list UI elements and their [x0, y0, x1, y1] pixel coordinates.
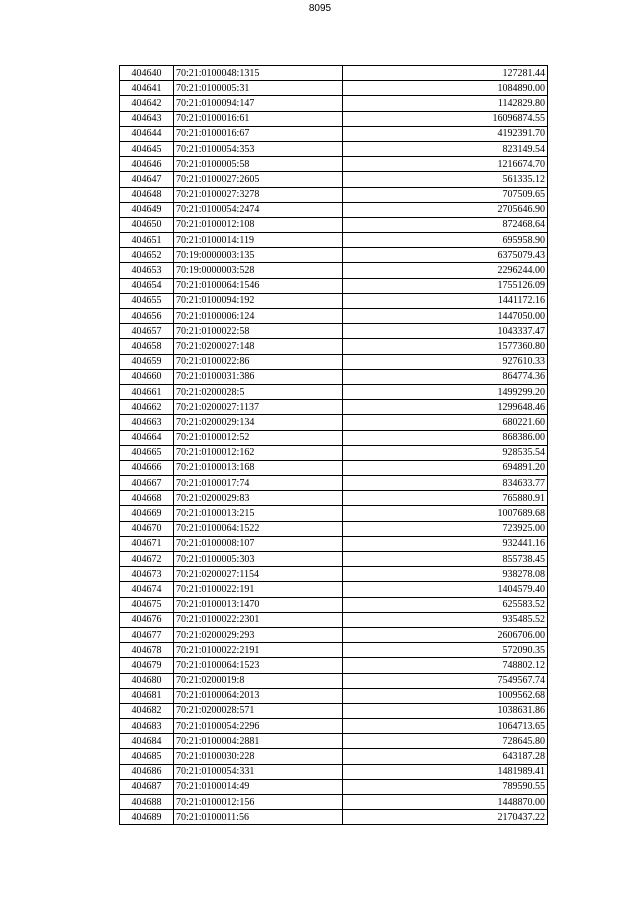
cadastral-value-cell: 1084890.00: [343, 81, 548, 96]
table-row: [120, 187, 548, 202]
row-number-cell: 404645: [120, 141, 174, 156]
table-row: [120, 491, 548, 506]
row-number-cell: 404658: [120, 339, 174, 354]
table-row: [120, 536, 548, 551]
cadastral-value-cell: 1447050.00: [343, 309, 548, 324]
cadastral-value-cell: 855738.45: [343, 552, 548, 567]
cadastral-value-cell: 935485.52: [343, 612, 548, 627]
table-row: [120, 445, 548, 460]
cadastral-value-cell: 2296244.00: [343, 263, 548, 278]
cadastral-value-cell: 1441172.16: [343, 293, 548, 308]
cadastral-number-cell: 70:21:0200028:571: [174, 703, 343, 718]
row-number-cell: 404666: [120, 460, 174, 475]
table-row: [120, 339, 548, 354]
table-row: [120, 111, 548, 126]
row-number-cell: 404689: [120, 810, 174, 825]
cadastral-value-cell: 1142829.80: [343, 96, 548, 111]
table-row: [120, 81, 548, 96]
table-row: [120, 324, 548, 339]
cadastral-number-cell: 70:21:0100064:1523: [174, 658, 343, 673]
cadastral-number-cell: 70:21:0200029:83: [174, 491, 343, 506]
cadastral-number-cell: 70:21:0100054:2296: [174, 719, 343, 734]
cadastral-value-cell: 1299648.46: [343, 400, 548, 415]
table-row: [120, 627, 548, 642]
row-number-cell: 404681: [120, 688, 174, 703]
cadastral-value-cell: 1481989.41: [343, 764, 548, 779]
cadastral-value-cell: 928535.54: [343, 445, 548, 460]
table-row: [120, 552, 548, 567]
row-number-cell: 404644: [120, 126, 174, 141]
row-number-cell: 404668: [120, 491, 174, 506]
cadastral-value-cell: 789590.55: [343, 779, 548, 794]
cadastral-number-cell: 70:21:0100094:192: [174, 293, 343, 308]
cadastral-number-cell: 70:21:0100027:2605: [174, 172, 343, 187]
row-number-cell: 404684: [120, 734, 174, 749]
row-number-cell: 404640: [120, 66, 174, 81]
table-row: [120, 749, 548, 764]
cadastral-number-cell: 70:21:0100054:331: [174, 764, 343, 779]
row-number-cell: 404676: [120, 612, 174, 627]
row-number-cell: 404687: [120, 779, 174, 794]
table-row: [120, 66, 548, 81]
cadastral-value-cell: 707509.65: [343, 187, 548, 202]
row-number-cell: 404648: [120, 187, 174, 202]
table-row: [120, 293, 548, 308]
table-row: [120, 643, 548, 658]
cadastral-number-cell: 70:21:0100005:58: [174, 157, 343, 172]
cadastral-value-cell: 938278.08: [343, 567, 548, 582]
row-number-cell: 404650: [120, 217, 174, 232]
row-number-cell: 404683: [120, 719, 174, 734]
row-number-cell: 404643: [120, 111, 174, 126]
cadastral-value-cell: 1499299.20: [343, 384, 548, 399]
cadastral-number-cell: 70:21:0100013:168: [174, 460, 343, 475]
cadastral-number-cell: 70:21:0200028:5: [174, 384, 343, 399]
table-row: [120, 810, 548, 825]
row-number-cell: 404671: [120, 536, 174, 551]
row-number-cell: 404651: [120, 233, 174, 248]
table-row: [120, 658, 548, 673]
cadastral-number-cell: 70:21:0100022:191: [174, 582, 343, 597]
row-number-cell: 404669: [120, 506, 174, 521]
cadastral-value-cell: 4192391.70: [343, 126, 548, 141]
row-number-cell: 404686: [120, 764, 174, 779]
row-number-cell: 404653: [120, 263, 174, 278]
row-number-cell: 404678: [120, 643, 174, 658]
cadastral-value-cell: 695958.90: [343, 233, 548, 248]
cadastral-number-cell: 70:21:0100030:228: [174, 749, 343, 764]
table-row: [120, 779, 548, 794]
cadastral-number-cell: 70:21:0100064:1546: [174, 278, 343, 293]
row-number-cell: 404661: [120, 384, 174, 399]
cadastral-number-cell: 70:21:0100008:107: [174, 536, 343, 551]
cadastral-value-cell: 834633.77: [343, 476, 548, 491]
cadastral-number-cell: 70:21:0100022:2301: [174, 612, 343, 627]
cadastral-number-cell: 70:21:0100006:124: [174, 309, 343, 324]
table-row: [120, 354, 548, 369]
cadastral-value-cell: 765880.91: [343, 491, 548, 506]
row-number-cell: 404685: [120, 749, 174, 764]
row-number-cell: 404660: [120, 369, 174, 384]
cadastral-value-cell: 7549567.74: [343, 673, 548, 688]
table-row: [120, 157, 548, 172]
cadastral-value-cell: 1064713.65: [343, 719, 548, 734]
cadastral-value-cell: 16096874.55: [343, 111, 548, 126]
table-row: [120, 263, 548, 278]
table-row: [120, 369, 548, 384]
cadastral-number-cell: 70:21:0100031:386: [174, 369, 343, 384]
cadastral-value-cell: 127281.44: [343, 66, 548, 81]
row-number-cell: 404642: [120, 96, 174, 111]
table-row: [120, 141, 548, 156]
cadastral-value-cell: 1043337.47: [343, 324, 548, 339]
table-row: [120, 597, 548, 612]
row-number-cell: 404657: [120, 324, 174, 339]
cadastral-number-cell: 70:21:0100017:74: [174, 476, 343, 491]
row-number-cell: 404680: [120, 673, 174, 688]
table-row: [120, 582, 548, 597]
cadastral-number-cell: 70:21:0200027:1154: [174, 567, 343, 582]
table-row: [120, 309, 548, 324]
cadastral-value-table: [119, 65, 548, 825]
table-row: [120, 719, 548, 734]
cadastral-value-cell: 1755126.09: [343, 278, 548, 293]
row-number-cell: 404675: [120, 597, 174, 612]
row-number-cell: 404641: [120, 81, 174, 96]
row-number-cell: 404664: [120, 430, 174, 445]
table-row: [120, 400, 548, 415]
cadastral-number-cell: 70:21:0100011:56: [174, 810, 343, 825]
table-row: [120, 521, 548, 536]
cadastral-value-cell: 2606706.00: [343, 627, 548, 642]
table-row: [120, 476, 548, 491]
cadastral-number-cell: 70:21:0100094:147: [174, 96, 343, 111]
cadastral-value-cell: 572090.35: [343, 643, 548, 658]
cadastral-value-cell: 1038631.86: [343, 703, 548, 718]
cadastral-value-cell: 680221.60: [343, 415, 548, 430]
row-number-cell: 404688: [120, 795, 174, 810]
cadastral-number-cell: 70:21:0100013:1470: [174, 597, 343, 612]
table-row: [120, 673, 548, 688]
cadastral-number-cell: 70:21:0100012:156: [174, 795, 343, 810]
cadastral-value-cell: 1404579.40: [343, 582, 548, 597]
cadastral-number-cell: 70:21:0100013:215: [174, 506, 343, 521]
cadastral-number-cell: 70:21:0200019:8: [174, 673, 343, 688]
cadastral-value-cell: 643187.28: [343, 749, 548, 764]
cadastral-number-cell: 70:21:0100016:67: [174, 126, 343, 141]
row-number-cell: 404649: [120, 202, 174, 217]
cadastral-number-cell: 70:21:0100022:58: [174, 324, 343, 339]
table-row: [120, 703, 548, 718]
cadastral-value-cell: 932441.16: [343, 536, 548, 551]
cadastral-number-cell: 70:21:0100064:2013: [174, 688, 343, 703]
cadastral-value-cell: 872468.64: [343, 217, 548, 232]
table-row: [120, 96, 548, 111]
cadastral-number-cell: 70:21:0100054:2474: [174, 202, 343, 217]
table-row: [120, 202, 548, 217]
cadastral-value-cell: 723925.00: [343, 521, 548, 536]
row-number-cell: 404662: [120, 400, 174, 415]
cadastral-number-cell: 70:21:0100016:61: [174, 111, 343, 126]
cadastral-value-cell: 1577360.80: [343, 339, 548, 354]
table-row: [120, 384, 548, 399]
table-row: [120, 506, 548, 521]
row-number-cell: 404679: [120, 658, 174, 673]
cadastral-value-cell: 561335.12: [343, 172, 548, 187]
cadastral-value-cell: 868386.00: [343, 430, 548, 445]
table-row: [120, 460, 548, 475]
cadastral-value-cell: 694891.20: [343, 460, 548, 475]
row-number-cell: 404670: [120, 521, 174, 536]
page-number: 8095: [308, 3, 332, 14]
row-number-cell: 404672: [120, 552, 174, 567]
table-row: [120, 764, 548, 779]
row-number-cell: 404667: [120, 476, 174, 491]
cadastral-number-cell: 70:21:0100022:86: [174, 354, 343, 369]
cadastral-number-cell: 70:21:0100014:119: [174, 233, 343, 248]
cadastral-number-cell: 70:21:0100064:1522: [174, 521, 343, 536]
row-number-cell: 404654: [120, 278, 174, 293]
table-row: [120, 430, 548, 445]
cadastral-number-cell: 70:19:0000003:135: [174, 248, 343, 263]
cadastral-number-cell: 70:21:0100027:3278: [174, 187, 343, 202]
table-row: [120, 126, 548, 141]
table-row: [120, 734, 548, 749]
table-row: [120, 567, 548, 582]
table-row: [120, 233, 548, 248]
cadastral-value-cell: 1009562.68: [343, 688, 548, 703]
cadastral-value-cell: 728645.80: [343, 734, 548, 749]
cadastral-value-cell: 748802.12: [343, 658, 548, 673]
cadastral-number-cell: 70:21:0100012:108: [174, 217, 343, 232]
row-number-cell: 404665: [120, 445, 174, 460]
table-row: [120, 278, 548, 293]
row-number-cell: 404647: [120, 172, 174, 187]
cadastral-value-cell: 2170437.22: [343, 810, 548, 825]
table-row: [120, 688, 548, 703]
row-number-cell: 404677: [120, 627, 174, 642]
cadastral-number-cell: 70:21:0100012:52: [174, 430, 343, 445]
cadastral-value-cell: 2705646.90: [343, 202, 548, 217]
row-number-cell: 404646: [120, 157, 174, 172]
cadastral-number-cell: 70:19:0000003:528: [174, 263, 343, 278]
table-row: [120, 172, 548, 187]
row-number-cell: 404682: [120, 703, 174, 718]
cadastral-number-cell: 70:21:0100022:2191: [174, 643, 343, 658]
table-row: [120, 795, 548, 810]
cadastral-number-cell: 70:21:0100004:2881: [174, 734, 343, 749]
cadastral-number-cell: 70:21:0100048:1315: [174, 66, 343, 81]
row-number-cell: 404663: [120, 415, 174, 430]
cadastral-number-cell: 70:21:0100054:353: [174, 141, 343, 156]
cadastral-value-cell: 1216674.70: [343, 157, 548, 172]
cadastral-number-cell: 70:21:0200027:1137: [174, 400, 343, 415]
cadastral-number-cell: 70:21:0100012:162: [174, 445, 343, 460]
table-body: [120, 66, 548, 825]
cadastral-number-cell: 70:21:0200029:134: [174, 415, 343, 430]
cadastral-value-cell: 625583.52: [343, 597, 548, 612]
cadastral-number-cell: 70:21:0100005:303: [174, 552, 343, 567]
cadastral-number-cell: 70:21:0100014:49: [174, 779, 343, 794]
table-row: [120, 217, 548, 232]
row-number-cell: 404655: [120, 293, 174, 308]
table-row: [120, 612, 548, 627]
table-row: [120, 248, 548, 263]
cadastral-value-cell: 927610.33: [343, 354, 548, 369]
table-row: [120, 415, 548, 430]
cadastral-value-cell: 1448870.00: [343, 795, 548, 810]
cadastral-number-cell: 70:21:0200029:293: [174, 627, 343, 642]
cadastral-value-cell: 823149.54: [343, 141, 548, 156]
row-number-cell: 404652: [120, 248, 174, 263]
cadastral-value-cell: 6375079.43: [343, 248, 548, 263]
cadastral-value-cell: 1007689.68: [343, 506, 548, 521]
cadastral-number-cell: 70:21:0200027:148: [174, 339, 343, 354]
cadastral-number-cell: 70:21:0100005:31: [174, 81, 343, 96]
row-number-cell: 404659: [120, 354, 174, 369]
row-number-cell: 404673: [120, 567, 174, 582]
row-number-cell: 404656: [120, 309, 174, 324]
cadastral-value-cell: 864774.36: [343, 369, 548, 384]
row-number-cell: 404674: [120, 582, 174, 597]
